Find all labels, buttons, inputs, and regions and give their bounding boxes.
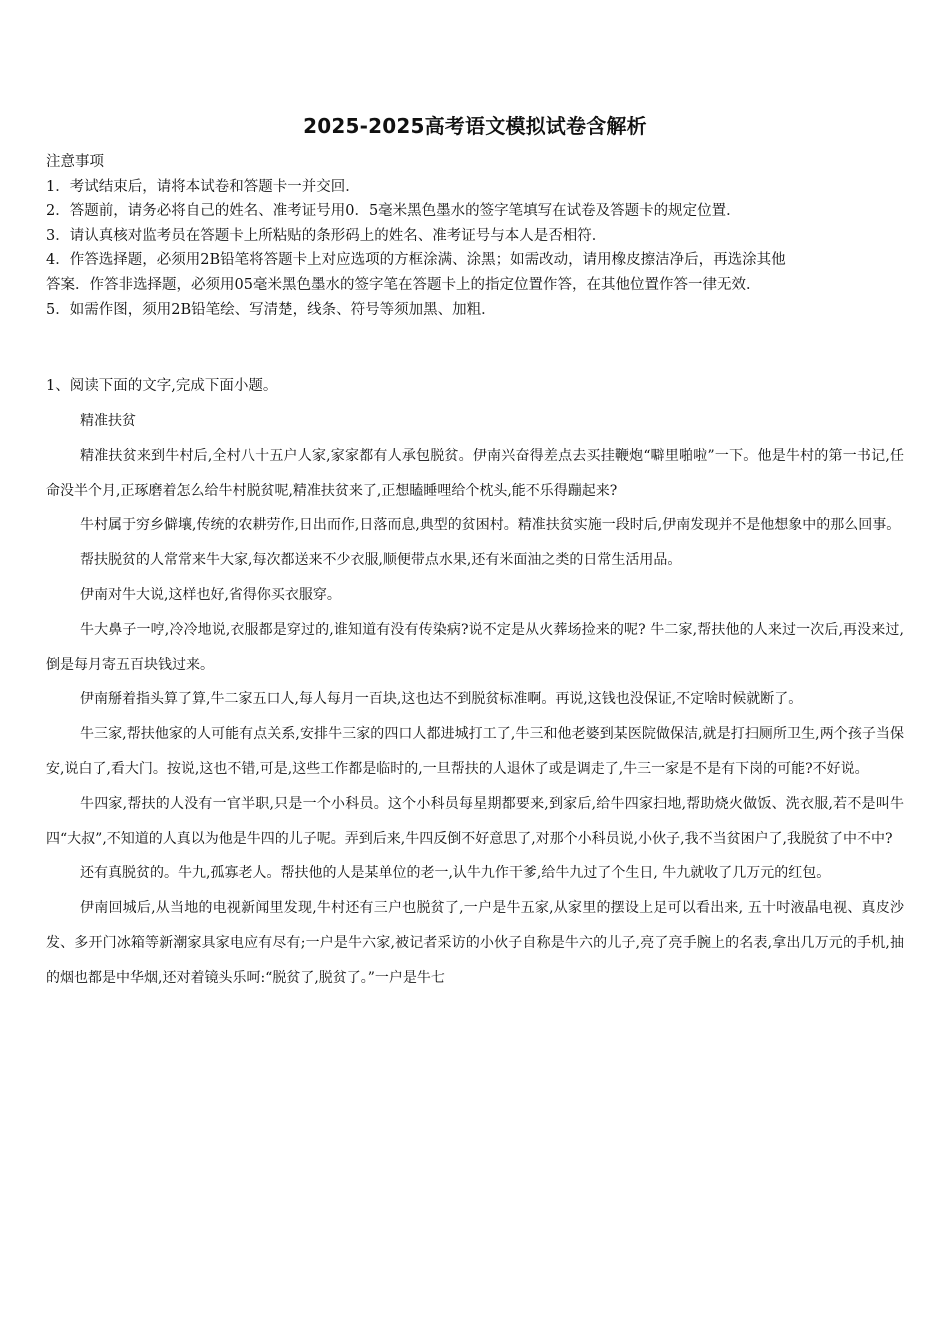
notice-heading: 注意事项 — [46, 154, 104, 170]
passage-title: 精准扶贫 — [80, 413, 136, 429]
passage-paragraph: 伊南回城后,从当地的电视新闻里发现,牛村还有三户也脱贫了,一户是牛五家,从家里的摆设上足可以看出来, 五十吋液晶电视、真皮沙发、多开门冰箱等新潮家具家电应有尽有;一户是牛六家,被记者采访的小伙子自称是牛六的儿子,亮了亮手腕上的名表,拿出几万元的手机,抽的烟也都是中华烟,还对着镜头乐呵:“脱贫了,脱贫了。”一户是牛七 — [46, 900, 904, 986]
passage-paragraph: 伊南掰着指头算了算,牛二家五口人,每人每月一百块,这也达不到脱贫标准啊。再说,这钱也没保证,不定啥时候就断了。 — [80, 691, 803, 708]
passage-paragraph: 精准扶贫来到牛村后,全村八十五户人家,家家都有人承包脱贫。伊南兴奋得差点去买挂鞭炮“噼里啪啦”一下。他是牛村的第一书记,任命没半个月,正琢磨着怎么给牛村脱贫呢,精准扶贫来了,正想瞌睡哩给个枕头,能不乐得蹦起来? — [46, 447, 904, 499]
document-title: 2025-2025高考语文模拟试卷含解析 — [303, 114, 647, 138]
passage-paragraph: 伊南对牛大说,这样也好,省得你买衣服穿。 — [80, 586, 341, 603]
question-prompt: 1、阅读下面的文字,完成下面小题。 — [46, 378, 278, 394]
notice-item: 1．考试结束后，请将本试卷和答题卡一并交回． — [46, 178, 360, 195]
notice-section — [46, 150, 906, 322]
passage-paragraph: 牛三家,帮扶他家的人可能有点关系,安排牛三家的四口人都进城打工了,牛三和他老婆到某医院做保洁,就是打扫厕所卫生,两个孩子当保安,说白了,看大门。按说,这也不错,可是,这些工作都是临时的,一旦帮扶的人退休了或是调走了,牛三一家是不是有下岗的可能?不好说。 — [46, 726, 904, 777]
notice-item: 5．如需作图，须用2B铅笔绘、写清楚，线条、符号等须加黑、加粗． — [46, 301, 496, 318]
notice-item: 答案．作答非选择题，必须用05毫米黑色墨水的签字笔在答题卡上的指定位置作答，在其他位置作答一律无效． — [46, 276, 761, 293]
passage-paragraph: 还有真脱贫的。牛九,孤寡老人。帮扶他的人是某单位的老一,认牛九作干爹,给牛九过了个生日, 牛九就收了几万元的红包。 — [80, 865, 831, 882]
passage-paragraph: 牛大鼻子一哼,冷冷地说,衣服都是穿过的,谁知道有没有传染病?说不定是从火葬场捡来的呢? 牛二家,帮扶他的人来过一次后,再没来过,倒是每月寄五百块钱过来。 — [46, 621, 904, 673]
reading-passage — [46, 404, 904, 996]
notice-item: 3．请认真核对监考员在答题卡上所粘贴的条形码上的姓名、准考证号与本人是否相符． — [46, 227, 607, 244]
notice-item: 4．作答选择题，必须用2B铅笔将答题卡上对应选项的方框涂满、涂黑；如需改动，请用橡皮擦洁净后，再选涂其他 — [46, 252, 786, 269]
passage-paragraph: 牛四家,帮扶的人没有一官半职,只是一个小科员。这个小科员每星期都要来,到家后,给牛四家扫地,帮助烧火做饭、洗衣服,若不是叫牛四“大叔”,不知道的人真以为他是牛四的儿子呢。弄到后来,牛四反倒不好意思了,对那个小科员说,小伙子,我不当贫困户了,我脱贫了中不中? — [46, 795, 904, 847]
passage-paragraph: 牛村属于穷乡僻壤,传统的农耕劳作,日出而作,日落而息,典型的贫困村。精准扶贫实施一段时后,伊南发现并不是他想象中的那么回事。 — [80, 517, 901, 534]
notice-item: 2．答题前，请务必将自己的姓名、准考证号用0．5毫米黑色墨水的签字笔填写在试卷及答题卡的规定位置． — [46, 203, 741, 220]
passage-paragraph: 帮扶脱贫的人常常来牛大家,每次都送来不少衣服,顺便带点水果,还有米面油之类的日常生活用品。 — [80, 552, 682, 569]
